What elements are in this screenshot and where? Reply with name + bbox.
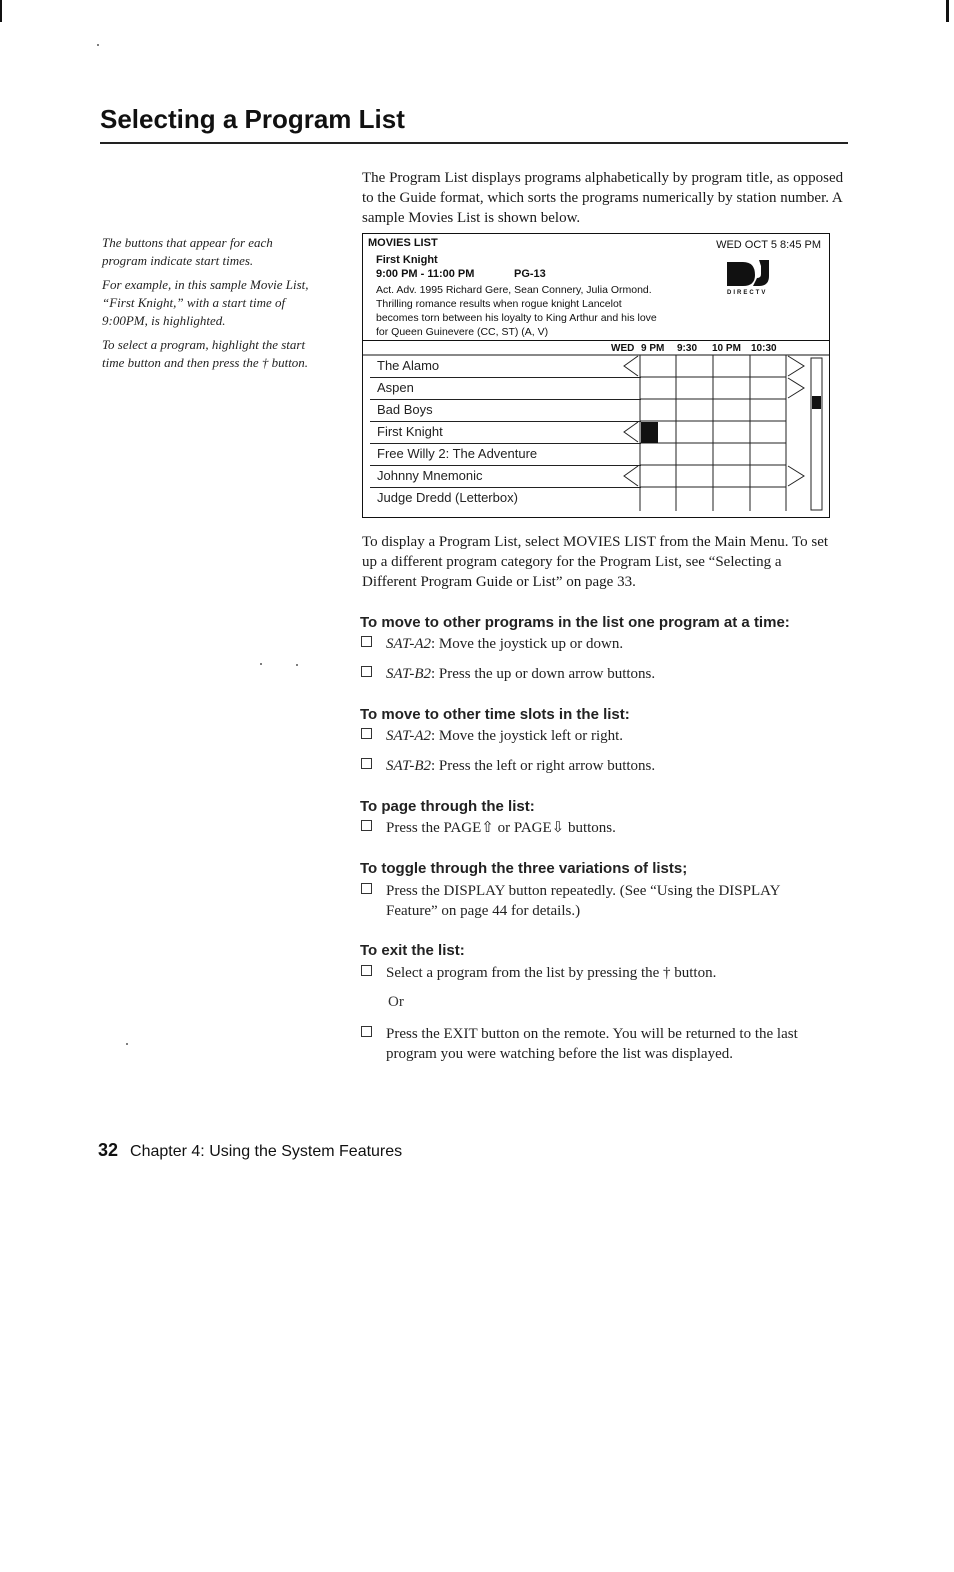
highlighted-start-time-button[interactable]	[641, 422, 658, 443]
checkbox-bullet-icon	[361, 666, 372, 677]
program-title: Aspen	[377, 380, 414, 395]
logo-wordmark: DIRECTV	[727, 290, 768, 296]
title-rule	[100, 142, 848, 144]
program-row[interactable]	[370, 443, 641, 466]
checkbox-bullet-icon	[361, 965, 372, 976]
instruction-text: Press the EXIT button on the remote. You will be returned to the last program you were watching before the list was displayed.	[386, 1026, 798, 1062]
program-title: Bad Boys	[377, 402, 433, 417]
section-heading: To page through the list:	[360, 798, 535, 815]
guide-rating: PG-13	[514, 268, 546, 280]
sidebar-note: The buttons that appear for each program indicate start times.	[102, 235, 273, 268]
intro-paragraph: The Program List displays programs alphabetically by program title, as opposed to the Guide format, which sorts the programs numerically by station number. A sample Movies List is shown below.	[362, 170, 844, 226]
program-row[interactable]	[370, 487, 641, 509]
scrollbar[interactable]	[811, 358, 822, 510]
program-title: Judge Dredd (Letterbox)	[377, 490, 518, 505]
right-arrow-icon[interactable]	[788, 378, 804, 398]
program-title: Johnny Mnemonic	[377, 468, 483, 483]
program-row[interactable]	[370, 377, 641, 400]
right-arrow-icon[interactable]	[788, 356, 804, 376]
guide-list-title: MOVIES LIST	[368, 237, 438, 249]
time-slot: 9 PM	[641, 343, 665, 354]
guide-program-title: First Knight	[376, 254, 438, 266]
instruction-text: : Press the left or right arrow buttons.	[431, 758, 656, 774]
page-footer	[98, 1140, 402, 1161]
guide-time-range: 9:00 PM - 11:00 PM	[376, 268, 475, 280]
program-title: Free Willy 2: The Adventure	[377, 446, 538, 461]
time-slot: 10:30	[751, 343, 777, 354]
instruction-text: : Move the joystick left or right.	[431, 728, 624, 744]
instruction-item	[361, 664, 831, 684]
program-row[interactable]	[370, 465, 641, 488]
program-title: First Knight	[377, 424, 443, 439]
sidebar-note: For example, in this sample Movie List, “First Knight,” with a start time of 9:00PM, is highlighted.	[102, 277, 309, 328]
checkbox-bullet-icon	[361, 758, 372, 769]
movies-list-screen	[362, 233, 830, 518]
checkbox-bullet-icon	[361, 820, 372, 831]
section-heading: To toggle through the three variations of lists;	[360, 860, 688, 877]
program-row[interactable]	[370, 355, 641, 378]
chapter-title: Chapter 4: Using the System Features	[130, 1143, 403, 1160]
instruction-item	[361, 818, 831, 838]
section-heading: To move to other programs in the list one program at a time:	[360, 614, 790, 631]
model-name: SAT-B2	[386, 666, 431, 682]
time-slot-day: WED	[611, 343, 635, 354]
checkbox-bullet-icon	[361, 1026, 372, 1037]
scan-speck	[126, 1043, 128, 1045]
page-number: 32	[98, 1140, 119, 1160]
model-name: SAT-B2	[386, 758, 431, 774]
instruction-item	[361, 1024, 831, 1064]
model-name: SAT-A2	[386, 728, 431, 744]
scan-edge-mark-right	[946, 0, 949, 22]
instruction-text: Press the DISPLAY button repeatedly. (See “Using the DISPLAY Feature” on page 44 for details.)	[386, 883, 780, 919]
sidebar-note: To select a program, highlight the start time button and then press the † button.	[102, 337, 309, 370]
scan-speck	[296, 664, 298, 666]
instruction-text: Select a program from the list by pressing the † button.	[386, 965, 717, 981]
program-title: The Alamo	[377, 358, 440, 373]
page-title: Selecting a Program List	[100, 104, 405, 134]
checkbox-bullet-icon	[361, 636, 372, 647]
instruction-item	[361, 756, 831, 776]
display-list-paragraph: To display a Program List, select MOVIES LIST from the Main Menu. To set up a different program category for the Program List, see “Selecting a Different Program Guide or List” on page 33.	[362, 534, 829, 590]
instruction-text: : Move the joystick up or down.	[431, 636, 624, 652]
instruction-item	[361, 726, 831, 746]
guide-description: Act. Adv. 1995 Richard Gere, Sean Connery, Julia Ormond. Thrilling romance results when rogue knight Lancelot becomes torn between his loyalty to King Arthur and his love for Queen Guinevere (CC, ST) (A, V)	[376, 284, 657, 338]
or-separator: Or	[388, 994, 404, 1010]
instruction-text: Press the PAGE⇧ or PAGE⇩ buttons.	[386, 820, 616, 836]
guide-datetime: WED OCT 5 8:45 PM	[716, 239, 821, 251]
program-row[interactable]	[370, 399, 641, 422]
checkbox-bullet-icon	[361, 883, 372, 894]
checkbox-bullet-icon	[361, 728, 372, 739]
instruction-text: : Press the up or down arrow buttons.	[431, 666, 656, 682]
model-name: SAT-A2	[386, 636, 431, 652]
program-row-highlighted[interactable]	[370, 421, 641, 444]
instruction-item	[361, 963, 831, 983]
scan-speck	[260, 663, 262, 665]
scrollbar-thumb[interactable]	[812, 396, 821, 409]
time-slot: 10 PM	[712, 343, 741, 354]
time-slot: 9:30	[677, 343, 698, 354]
section-heading: To move to other time slots in the list:	[360, 706, 630, 723]
scan-speck	[97, 44, 99, 46]
instruction-item	[361, 634, 831, 654]
right-arrow-icon[interactable]	[788, 466, 804, 486]
section-heading: To exit the list:	[360, 942, 465, 959]
grid-columns	[640, 355, 786, 511]
instruction-item	[361, 881, 831, 921]
scan-edge-mark-left	[0, 0, 2, 22]
